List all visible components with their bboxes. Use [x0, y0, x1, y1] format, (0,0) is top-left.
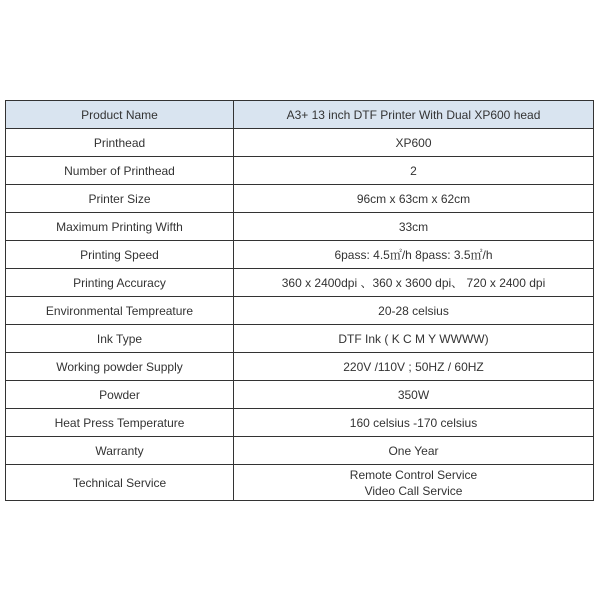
row-label-cell: Printer Size	[6, 185, 234, 213]
spec-table-body	[6, 101, 594, 501]
table-row	[6, 157, 594, 185]
table-row	[6, 297, 594, 325]
header-value-cell: A3+ 13 inch DTF Printer With Dual XP600 head	[234, 101, 594, 129]
row-value-cell	[234, 465, 594, 501]
row-label-cell: Technical Service	[6, 465, 234, 501]
row-value-cell: 350W	[234, 381, 594, 409]
row-value-cell: 6pass: 4.5㎡/h 8pass: 3.5㎡/h	[234, 241, 594, 269]
table-row	[6, 129, 594, 157]
table-header-row	[6, 101, 594, 129]
table-row	[6, 185, 594, 213]
row-value-line: Video Call Service	[364, 483, 463, 498]
row-value-cell: DTF Ink ( K C M Y WWWW)	[234, 325, 594, 353]
row-label-cell: Powder	[6, 381, 234, 409]
row-label-cell: Printing Speed	[6, 241, 234, 269]
row-label-cell: Printing Accuracy	[6, 269, 234, 297]
row-label-cell: Warranty	[6, 437, 234, 465]
row-value-cell: 2	[234, 157, 594, 185]
table-row	[6, 325, 594, 353]
table-row	[6, 353, 594, 381]
row-label-cell: Maximum Printing Wifth	[6, 213, 234, 241]
row-value-cell: 160 celsius -170 celsius	[234, 409, 594, 437]
row-value-line: Remote Control Service	[349, 467, 478, 482]
row-label-cell: Heat Press Temperature	[6, 409, 234, 437]
table-row	[6, 409, 594, 437]
table-row	[6, 465, 594, 501]
row-value-cell: 33cm	[234, 213, 594, 241]
table-row	[6, 241, 594, 269]
row-value-cell: 96cm x 63cm x 62cm	[234, 185, 594, 213]
table-row	[6, 213, 594, 241]
row-label-cell: Number of Printhead	[6, 157, 234, 185]
row-value-cell: 20-28 celsius	[234, 297, 594, 325]
row-value-cell: One Year	[234, 437, 594, 465]
row-value-cell: 220V /110V ; 50HZ / 60HZ	[234, 353, 594, 381]
row-label-cell: Printhead	[6, 129, 234, 157]
header-label-cell: Product Name	[6, 101, 234, 129]
row-label-cell: Environmental Tempreature	[6, 297, 234, 325]
row-value-cell: XP600	[234, 129, 594, 157]
table-row	[6, 381, 594, 409]
table-row	[6, 437, 594, 465]
row-label-cell: Working powder Supply	[6, 353, 234, 381]
row-value-cell: 360 x 2400dpi 、360 x 3600 dpi、 720 x 2400 dpi	[234, 269, 594, 297]
table-row	[6, 269, 594, 297]
row-label-cell: Ink Type	[6, 325, 234, 353]
spec-table	[5, 100, 594, 501]
